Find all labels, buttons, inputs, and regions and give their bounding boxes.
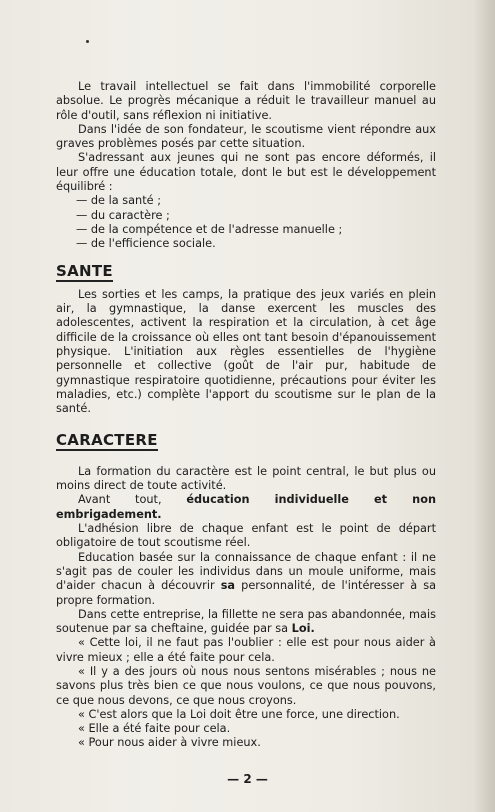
section-heading-caractere: CARACTERE [56, 433, 158, 451]
caractere-p4-text: Education basée sur la connaissance de chaque enfant : il ne s'agit pas de couler les individus dans un moule uniforme, mais d'aider chacun à découvrir [56, 550, 436, 593]
caractere-p2-emphasis: éducation individuelle et non embrigadement. [56, 493, 437, 521]
quote-line-3: « C'est alors que la Loi doit être une force, une direction. [78, 707, 400, 721]
intro-list-item: — de l'efficience sociale. [76, 237, 216, 251]
caractere-p2-text: Avant tout, [78, 493, 187, 507]
ink-speck [86, 40, 89, 43]
page-text [56, 80, 436, 751]
quote-line-1: « Cette loi, il ne faut pas l'oublier : elle est pour nous aider à vivre mieux ; elle a été faite pour cela. [56, 636, 436, 664]
quote-line-4: « Elle a été faite pour cela. [78, 722, 231, 736]
intro-paragraph-1: Le travail intellectuel se fait dans l'immobilité corporelle absolue. Le progrès mécanique a réduit le travailleur manuel au rôle d'outil, sans réflexion ni initiative. [56, 80, 436, 122]
intro-list-item: — du caractère ; [76, 208, 170, 222]
caractere-paragraph-3: L'adhésion libre de chaque enfant est le point de départ obligatoire de tout scoutisme réel. [56, 522, 436, 550]
quote-line-2: « Il y a des jours où nous nous sentons misérables ; nous ne savons plus très bien ce que nous voulons, ce que nous pouvons, ce que nous devons, ce que nous croyons. [56, 664, 436, 707]
caractere-paragraph-1: La formation du caractère est le point central, le but plus ou moins direct de toute activité. [56, 464, 436, 493]
intro-list-item: — de la santé ; [76, 194, 161, 208]
page-edge-shadow [473, 0, 495, 812]
caractere-p5-emphasis: Loi. [291, 622, 315, 636]
page-number: — 2 — [227, 772, 268, 786]
caractere-p4-emphasis: sa [220, 579, 236, 593]
intro-list-item: — de la compétence et de l'adresse manuelle ; [76, 222, 343, 236]
section-heading-sante: SANTE [56, 264, 113, 282]
sante-paragraph: Les sorties et les camps, la pratique des jeux variés en plein air, la gymnastique, la danse exercent les muscles des adolescentes, activent la respiration et la circulation, à cet âge difficile de la croissance où elles ont tant besoin d'épanouissement physique. L'initiation aux règles essentielles de l'hygiène personnelle et collective (goût de l'air pur, habitude de gymnastique respiratoire quotidienne, précautions pour éviter les maladies, etc.) complète l'apport du scoutisme sur le plan de la santé. [56, 287, 436, 416]
intro-paragraph-2: Dans l'idée de son fondateur, le scoutisme vient répondre aux graves problèmes posés par cette situation. [56, 122, 436, 151]
caractere-p4-text-end: personnalité, de l'intéresser à sa propre formation. [56, 579, 437, 607]
quote-line-5: « Pour nous aider à vivre mieux. [78, 736, 261, 750]
intro-paragraph-3: S'adressant aux jeunes qui ne sont pas encore déformés, il leur offre une éducation totale, dont le but est le développement équilibré : [56, 151, 436, 194]
caractere-paragraph-2 [56, 493, 436, 522]
caractere-paragraph-5 [56, 608, 436, 637]
caractere-p5-text: Dans cette entreprise, la fillette ne sera pas abandonnée, mais soutenue par sa cheftaine, guidée par sa [56, 607, 436, 636]
caractere-paragraph-4 [56, 551, 436, 608]
